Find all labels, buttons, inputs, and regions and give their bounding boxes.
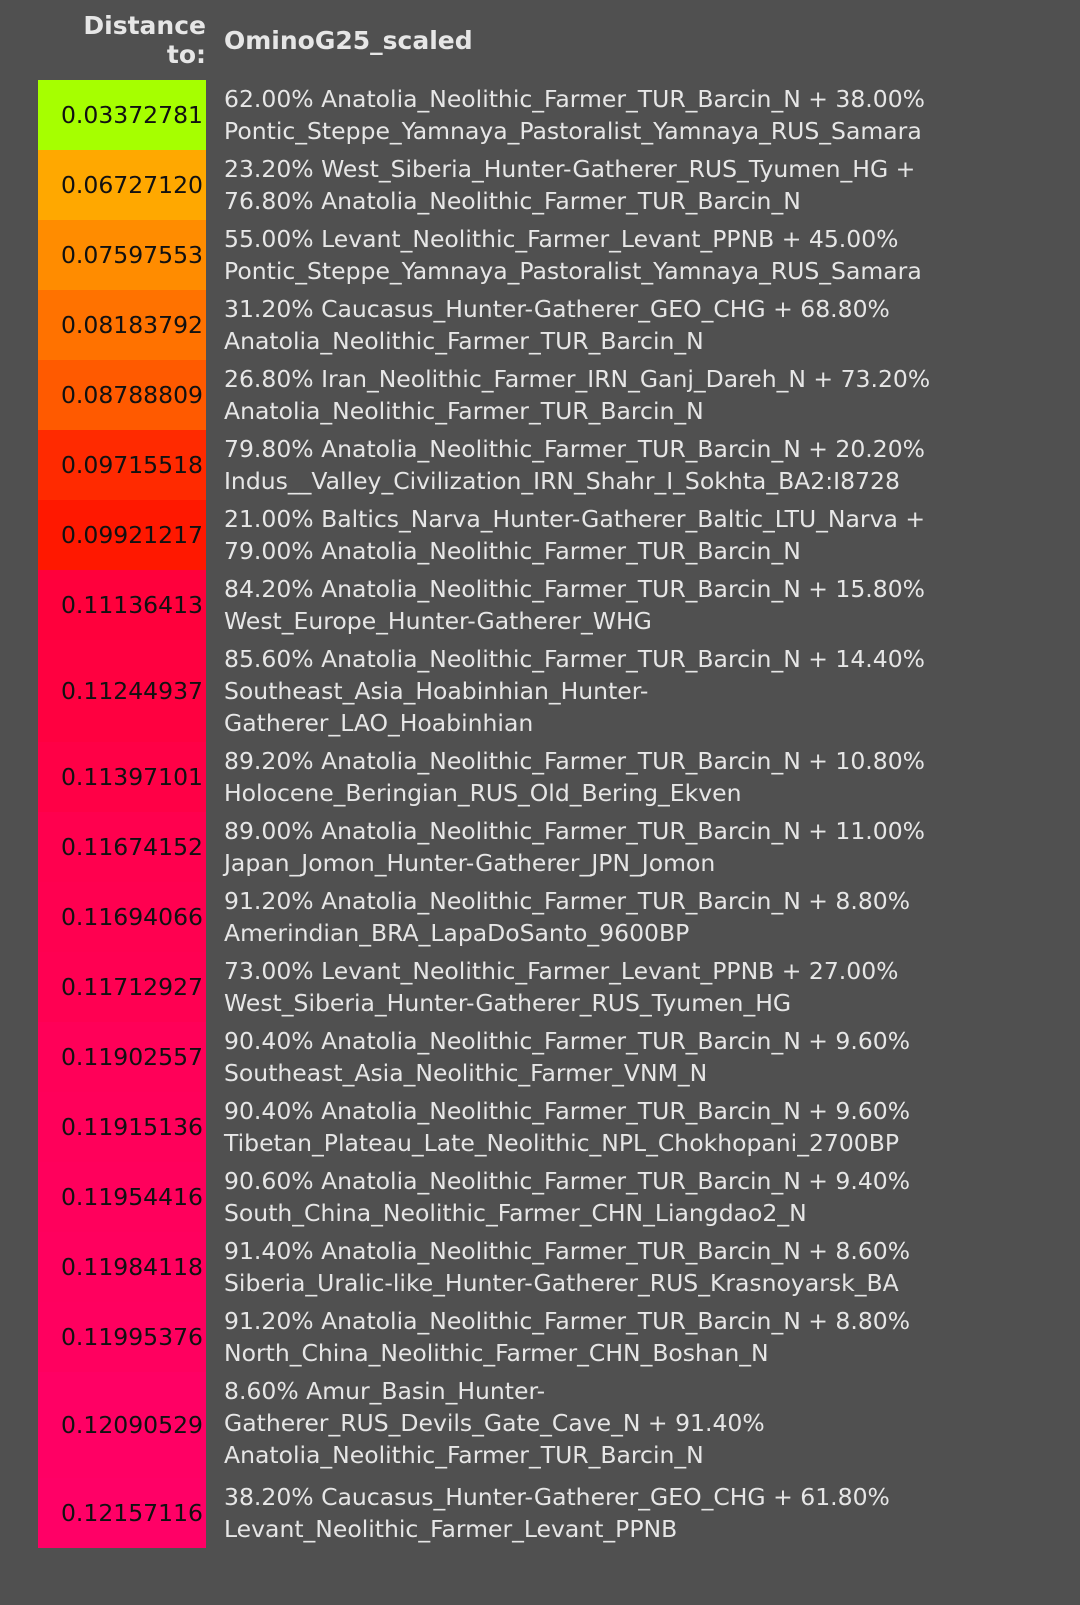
mixture-description xyxy=(206,812,1068,882)
mixture-description xyxy=(206,80,1068,150)
mixture-line: Gatherer_RUS_Devils_Gate_Cave_N + 91.40% xyxy=(224,1409,765,1437)
distance-value: 0.11674152 xyxy=(38,812,206,882)
mixture-line: Anatolia_Neolithic_Farmer_TUR_Barcin_N xyxy=(224,397,704,425)
distance-to-label: Distance to: xyxy=(83,11,206,69)
mixture-line: 55.00% Levant_Neolithic_Farmer_Levant_PPNB + 45.00% xyxy=(224,225,899,253)
mixture-line: 31.20% Caucasus_Hunter-Gatherer_GEO_CHG + 68.80% xyxy=(224,295,890,323)
mixture-description xyxy=(206,952,1068,1022)
mixture-line: Tibetan_Plateau_Late_Neolithic_NPL_Chokhopani_2700BP xyxy=(224,1129,900,1157)
mixture-description xyxy=(206,1092,1068,1162)
mixture-line: West_Siberia_Hunter-Gatherer_RUS_Tyumen_HG xyxy=(224,989,792,1017)
mixture-line: 21.00% Baltics_Narva_Hunter-Gatherer_Baltic_LTU_Narva + xyxy=(224,505,926,533)
mixture-description xyxy=(206,640,1068,742)
mixture-line: 62.00% Anatolia_Neolithic_Farmer_TUR_Barcin_N + 38.00% xyxy=(224,85,926,113)
table-row xyxy=(38,290,1068,360)
mixture-description xyxy=(206,570,1068,640)
mixture-line: Siberia_Uralic-like_Hunter-Gatherer_RUS_Krasnoyarsk_BA xyxy=(224,1269,899,1297)
mixture-line: Pontic_Steppe_Yamnaya_Pastoralist_Yamnaya_RUS_Samara xyxy=(224,117,922,145)
mixture-line: West_Europe_Hunter-Gatherer_WHG xyxy=(224,607,652,635)
table-row xyxy=(38,812,1068,882)
distance-value: 0.11995376 xyxy=(38,1302,206,1372)
mixture-description xyxy=(206,1232,1068,1302)
mixture-line: Indus__Valley_Civilization_IRN_Shahr_I_Sokhta_BA2:I8728 xyxy=(224,467,900,495)
distance-value: 0.11694066 xyxy=(38,882,206,952)
mixture-line: 85.60% Anatolia_Neolithic_Farmer_TUR_Barcin_N + 14.40% xyxy=(224,645,926,673)
mixture-line: South_China_Neolithic_Farmer_CHN_Liangdao2_N xyxy=(224,1199,807,1227)
mixture-line: 90.40% Anatolia_Neolithic_Farmer_TUR_Barcin_N + 9.60% xyxy=(224,1097,911,1125)
mixture-description xyxy=(206,1162,1068,1232)
table-row xyxy=(38,1302,1068,1372)
mixture-description xyxy=(206,1478,1068,1548)
mixture-line: 89.20% Anatolia_Neolithic_Farmer_TUR_Barcin_N + 10.80% xyxy=(224,747,926,775)
mixture-line: 26.80% Iran_Neolithic_Farmer_IRN_Ganj_Dareh_N + 73.20% xyxy=(224,365,931,393)
table-row xyxy=(38,1232,1068,1302)
mixture-description xyxy=(206,882,1068,952)
mixture-line: 73.00% Levant_Neolithic_Farmer_Levant_PPNB + 27.00% xyxy=(224,957,899,985)
mixture-line: 23.20% West_Siberia_Hunter-Gatherer_RUS_Tyumen_HG + xyxy=(224,155,916,183)
table-row xyxy=(38,500,1068,570)
distance-value: 0.08788809 xyxy=(38,360,206,430)
mixture-line: Levant_Neolithic_Farmer_Levant_PPNB xyxy=(224,1515,678,1543)
distance-value: 0.11712927 xyxy=(38,952,206,1022)
mixture-line: North_China_Neolithic_Farmer_CHN_Boshan_N xyxy=(224,1339,769,1367)
table-row xyxy=(38,1022,1068,1092)
result-rows xyxy=(38,80,1068,1548)
distance-value: 0.12157116 xyxy=(38,1478,206,1548)
mixture-line: 90.60% Anatolia_Neolithic_Farmer_TUR_Barcin_N + 9.40% xyxy=(224,1167,911,1195)
mixture-description xyxy=(206,742,1068,812)
mixture-description xyxy=(206,1372,1068,1478)
table-row xyxy=(38,1478,1068,1548)
distance-value: 0.11244937 xyxy=(38,640,206,742)
mixture-description xyxy=(206,1022,1068,1092)
table-row xyxy=(38,220,1068,290)
table-row xyxy=(38,570,1068,640)
mixture-description xyxy=(206,150,1068,220)
mixture-description xyxy=(206,430,1068,500)
table-row xyxy=(38,1372,1068,1478)
distance-value: 0.11136413 xyxy=(38,570,206,640)
mixture-line: Southeast_Asia_Hoabinhian_Hunter- xyxy=(224,677,649,705)
mixture-line: 89.00% Anatolia_Neolithic_Farmer_TUR_Barcin_N + 11.00% xyxy=(224,817,926,845)
distance-table xyxy=(38,0,1068,1548)
table-row xyxy=(38,360,1068,430)
table-row xyxy=(38,882,1068,952)
distance-value: 0.08183792 xyxy=(38,290,206,360)
table-row xyxy=(38,952,1068,1022)
mixture-line: Southeast_Asia_Neolithic_Farmer_VNM_N xyxy=(224,1059,708,1087)
mixture-line: 91.40% Anatolia_Neolithic_Farmer_TUR_Barcin_N + 8.60% xyxy=(224,1237,911,1265)
distance-value: 0.07597553 xyxy=(38,220,206,290)
mixture-line: 90.40% Anatolia_Neolithic_Farmer_TUR_Barcin_N + 9.60% xyxy=(224,1027,911,1055)
mixture-description xyxy=(206,500,1068,570)
distance-value: 0.11954416 xyxy=(38,1162,206,1232)
table-row xyxy=(38,150,1068,220)
mixture-line: 91.20% Anatolia_Neolithic_Farmer_TUR_Barcin_N + 8.80% xyxy=(224,887,911,915)
mixture-description xyxy=(206,290,1068,360)
mixture-description xyxy=(206,360,1068,430)
mixture-line: 91.20% Anatolia_Neolithic_Farmer_TUR_Barcin_N + 8.80% xyxy=(224,1307,911,1335)
mixture-line: 8.60% Amur_Basin_Hunter- xyxy=(224,1377,546,1405)
table-row xyxy=(38,742,1068,812)
distance-value: 0.12090529 xyxy=(38,1372,206,1478)
table-row xyxy=(38,1162,1068,1232)
distance-value: 0.11984118 xyxy=(38,1232,206,1302)
mixture-line: Anatolia_Neolithic_Farmer_TUR_Barcin_N xyxy=(224,327,704,355)
mixture-line: 79.00% Anatolia_Neolithic_Farmer_TUR_Barcin_N xyxy=(224,537,801,565)
target-name: OminoG25_scaled xyxy=(224,25,473,55)
mixture-line: Pontic_Steppe_Yamnaya_Pastoralist_Yamnaya_RUS_Samara xyxy=(224,257,922,285)
mixture-line: 79.80% Anatolia_Neolithic_Farmer_TUR_Barcin_N + 20.20% xyxy=(224,435,926,463)
table-row xyxy=(38,640,1068,742)
distance-value: 0.11915136 xyxy=(38,1092,206,1162)
mixture-line: Amerindian_BRA_LapaDoSanto_9600BP xyxy=(224,919,690,947)
table-row xyxy=(38,80,1068,150)
mixture-line: 38.20% Caucasus_Hunter-Gatherer_GEO_CHG + 61.80% xyxy=(224,1483,890,1511)
distance-value: 0.09921217 xyxy=(38,500,206,570)
mixture-description xyxy=(206,1302,1068,1372)
mixture-description xyxy=(206,220,1068,290)
distance-value: 0.09715518 xyxy=(38,430,206,500)
distance-value: 0.06727120 xyxy=(38,150,206,220)
distance-value: 0.11397101 xyxy=(38,742,206,812)
mixture-line: Japan_Jomon_Hunter-Gatherer_JPN_Jomon xyxy=(224,849,716,877)
table-row xyxy=(38,1092,1068,1162)
distance-value: 0.11902557 xyxy=(38,1022,206,1092)
table-header xyxy=(38,0,1068,80)
mixture-line: 76.80% Anatolia_Neolithic_Farmer_TUR_Barcin_N xyxy=(224,187,801,215)
mixture-line: 84.20% Anatolia_Neolithic_Farmer_TUR_Barcin_N + 15.80% xyxy=(224,575,926,603)
mixture-line: Holocene_Beringian_RUS_Old_Bering_Ekven xyxy=(224,779,742,807)
table-row xyxy=(38,430,1068,500)
distance-value: 0.03372781 xyxy=(38,80,206,150)
mixture-line: Gatherer_LAO_Hoabinhian xyxy=(224,709,534,737)
mixture-line: Anatolia_Neolithic_Farmer_TUR_Barcin_N xyxy=(224,1441,704,1469)
